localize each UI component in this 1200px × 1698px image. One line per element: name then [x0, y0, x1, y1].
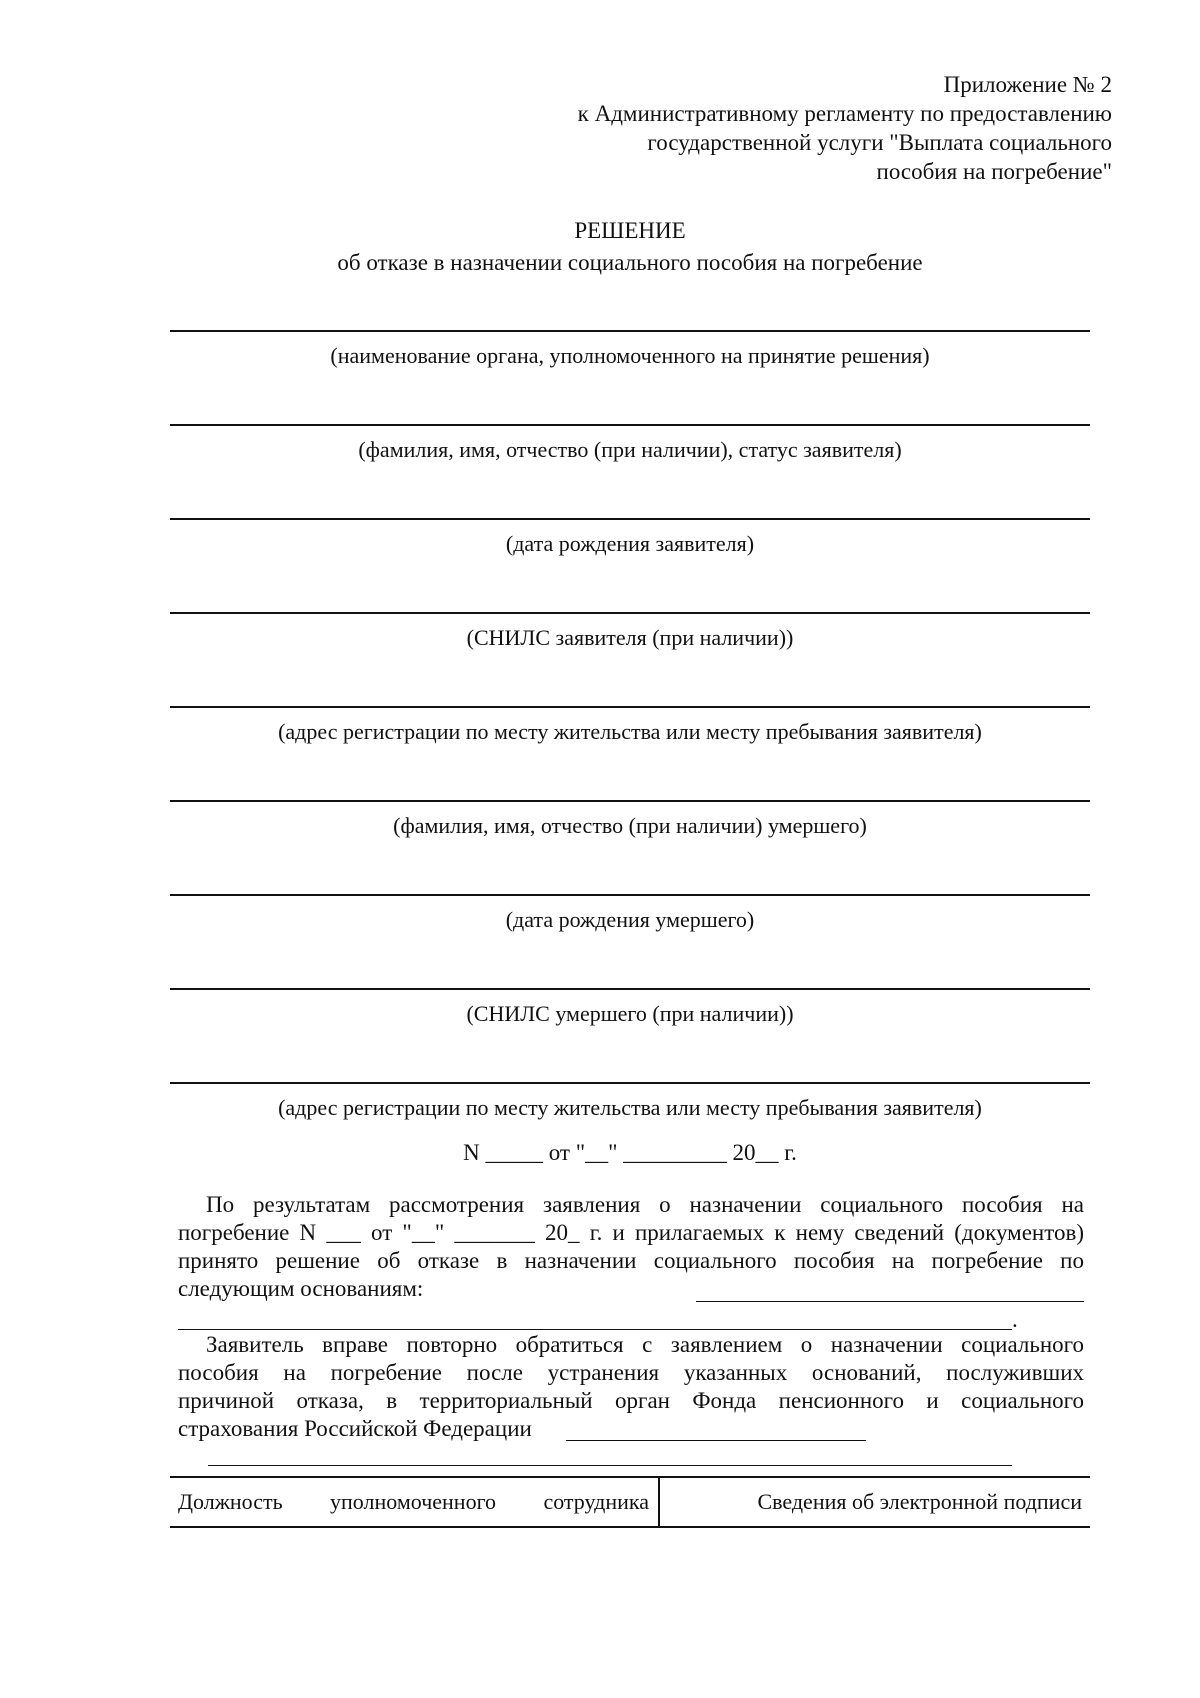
field-caption-applicant-snils: (СНИЛС заявителя (при наличии)): [466, 625, 794, 650]
signature-table: [170, 1476, 1090, 1528]
paragraph-line: По результатам рассмотрения заявления о назначении социального пособия на: [206, 1192, 1084, 1217]
esign-info-label: Сведения об электронной подписи: [757, 1489, 1082, 1514]
field-line-applicant-address[interactable]: [170, 706, 1090, 708]
paragraph-line: погребение N ___ от "__" _______ 20_ г. и прилагаемых к нему сведений (документов): [178, 1220, 1084, 1245]
fund-office-blank-line[interactable]: [566, 1440, 866, 1441]
field-caption-deceased-name: (фамилия, имя, отчество (при наличии) умершего): [393, 813, 867, 838]
appendix-ref-line: государственной услуги "Выплата социального: [647, 130, 1112, 155]
appendix-ref-line: к Административному регламенту по предоставлению: [577, 101, 1112, 126]
document-title: РЕШЕНИЕ: [574, 218, 686, 243]
field-caption-applicant-name: (фамилия, имя, отчество (при наличии), статус заявителя): [358, 437, 902, 462]
field-caption-authority: (наименование органа, уполномоченного на принятие решения): [330, 343, 930, 368]
grounds-end-mark: .: [1012, 1307, 1018, 1332]
decision-number-date: N _____ от "__" _________ 20__ г.: [463, 1140, 797, 1165]
field-caption-deceased-address: (адрес регистрации по месту жительства или месту пребывания заявителя): [278, 1095, 982, 1120]
field-line-applicant-birthdate[interactable]: [170, 518, 1090, 520]
paragraph-line: пособия на погребение после устранения указанных оснований, послуживших: [178, 1360, 1084, 1385]
field-caption-deceased-birthdate: (дата рождения умершего): [505, 907, 755, 932]
grounds-blank-line-2[interactable]: [178, 1329, 1012, 1330]
field-line-deceased-name[interactable]: [170, 800, 1090, 802]
fund-office-label: страхования Российской Федерации: [178, 1416, 532, 1441]
decision-paragraph: [178, 1191, 1084, 1303]
document-subtitle: об отказе в назначении социального пособия на погребение: [337, 250, 923, 275]
field-line-authority[interactable]: [170, 330, 1090, 332]
appendix-header: [472, 70, 1112, 186]
grounds-blank-line[interactable]: [696, 1301, 1084, 1302]
field-line-deceased-address[interactable]: [170, 1082, 1090, 1084]
paragraph-line: причиной отказа, в территориальный орган Фонда пенсионного и социального: [178, 1388, 1084, 1413]
field-caption-applicant-birthdate: (дата рождения заявителя): [505, 531, 755, 556]
field-line-deceased-birthdate[interactable]: [170, 894, 1090, 896]
paragraph-line: Заявитель вправе повторно обратиться с заявлением о назначении социального: [206, 1332, 1084, 1357]
signature-divider: [658, 1478, 660, 1526]
reapply-paragraph: [178, 1331, 1084, 1443]
appendix-number: Приложение № 2: [943, 72, 1112, 97]
field-caption-deceased-snils: (СНИЛС умершего (при наличии)): [466, 1001, 794, 1026]
field-line-applicant-name[interactable]: [170, 424, 1090, 426]
grounds-label: следующим основаниям:: [178, 1276, 424, 1301]
paragraph-line: принято решение об отказе в назначении социального пособия на погребение по: [178, 1248, 1084, 1273]
appendix-ref-line: пособия на погребение": [876, 159, 1112, 184]
field-line-applicant-snils[interactable]: [170, 612, 1090, 614]
fund-office-blank-line-2[interactable]: [208, 1465, 1012, 1466]
field-caption-applicant-address: (адрес регистрации по месту жительства или месту пребывания заявителя): [278, 719, 982, 744]
official-position-label: Должность уполномоченного сотрудника: [178, 1489, 649, 1514]
field-line-deceased-snils[interactable]: [170, 988, 1090, 990]
